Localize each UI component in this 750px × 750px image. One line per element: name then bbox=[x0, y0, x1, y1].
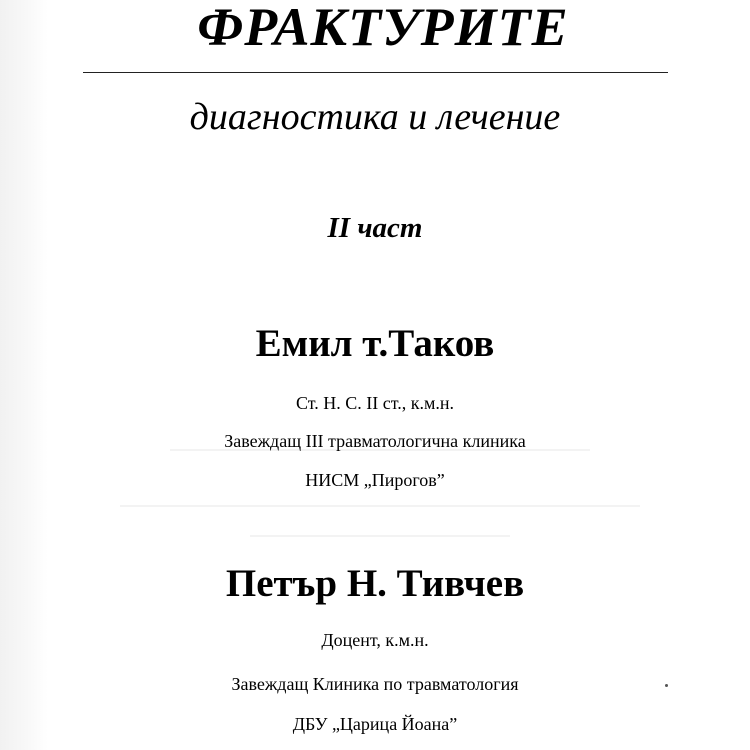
book-title: ФРАКТУРИТЕ bbox=[197, 0, 569, 57]
author-position: Завеждащ Клиника по травматология bbox=[231, 674, 519, 694]
volume-part: II част bbox=[327, 212, 423, 244]
author-name: Емил т.Таков bbox=[255, 322, 495, 365]
author-credentials: Ст. Н. С. II ст., к.м.н. bbox=[295, 393, 455, 413]
author-institution: ДБУ „Царица Йоана” bbox=[292, 714, 458, 734]
scan-bleed-through bbox=[120, 505, 640, 507]
author-name: Петър Н. Тивчев bbox=[225, 562, 525, 605]
title-divider bbox=[83, 72, 668, 73]
author-position: Завеждащ III травматологична клиника bbox=[224, 431, 526, 451]
author-institution: НИСМ „Пирогов” bbox=[305, 470, 445, 490]
scan-bleed-through bbox=[250, 535, 510, 537]
scan-speck bbox=[665, 684, 668, 687]
book-subtitle: диагностика и лечение bbox=[189, 96, 561, 138]
author-credentials: Доцент, к.м.н. bbox=[321, 630, 429, 650]
